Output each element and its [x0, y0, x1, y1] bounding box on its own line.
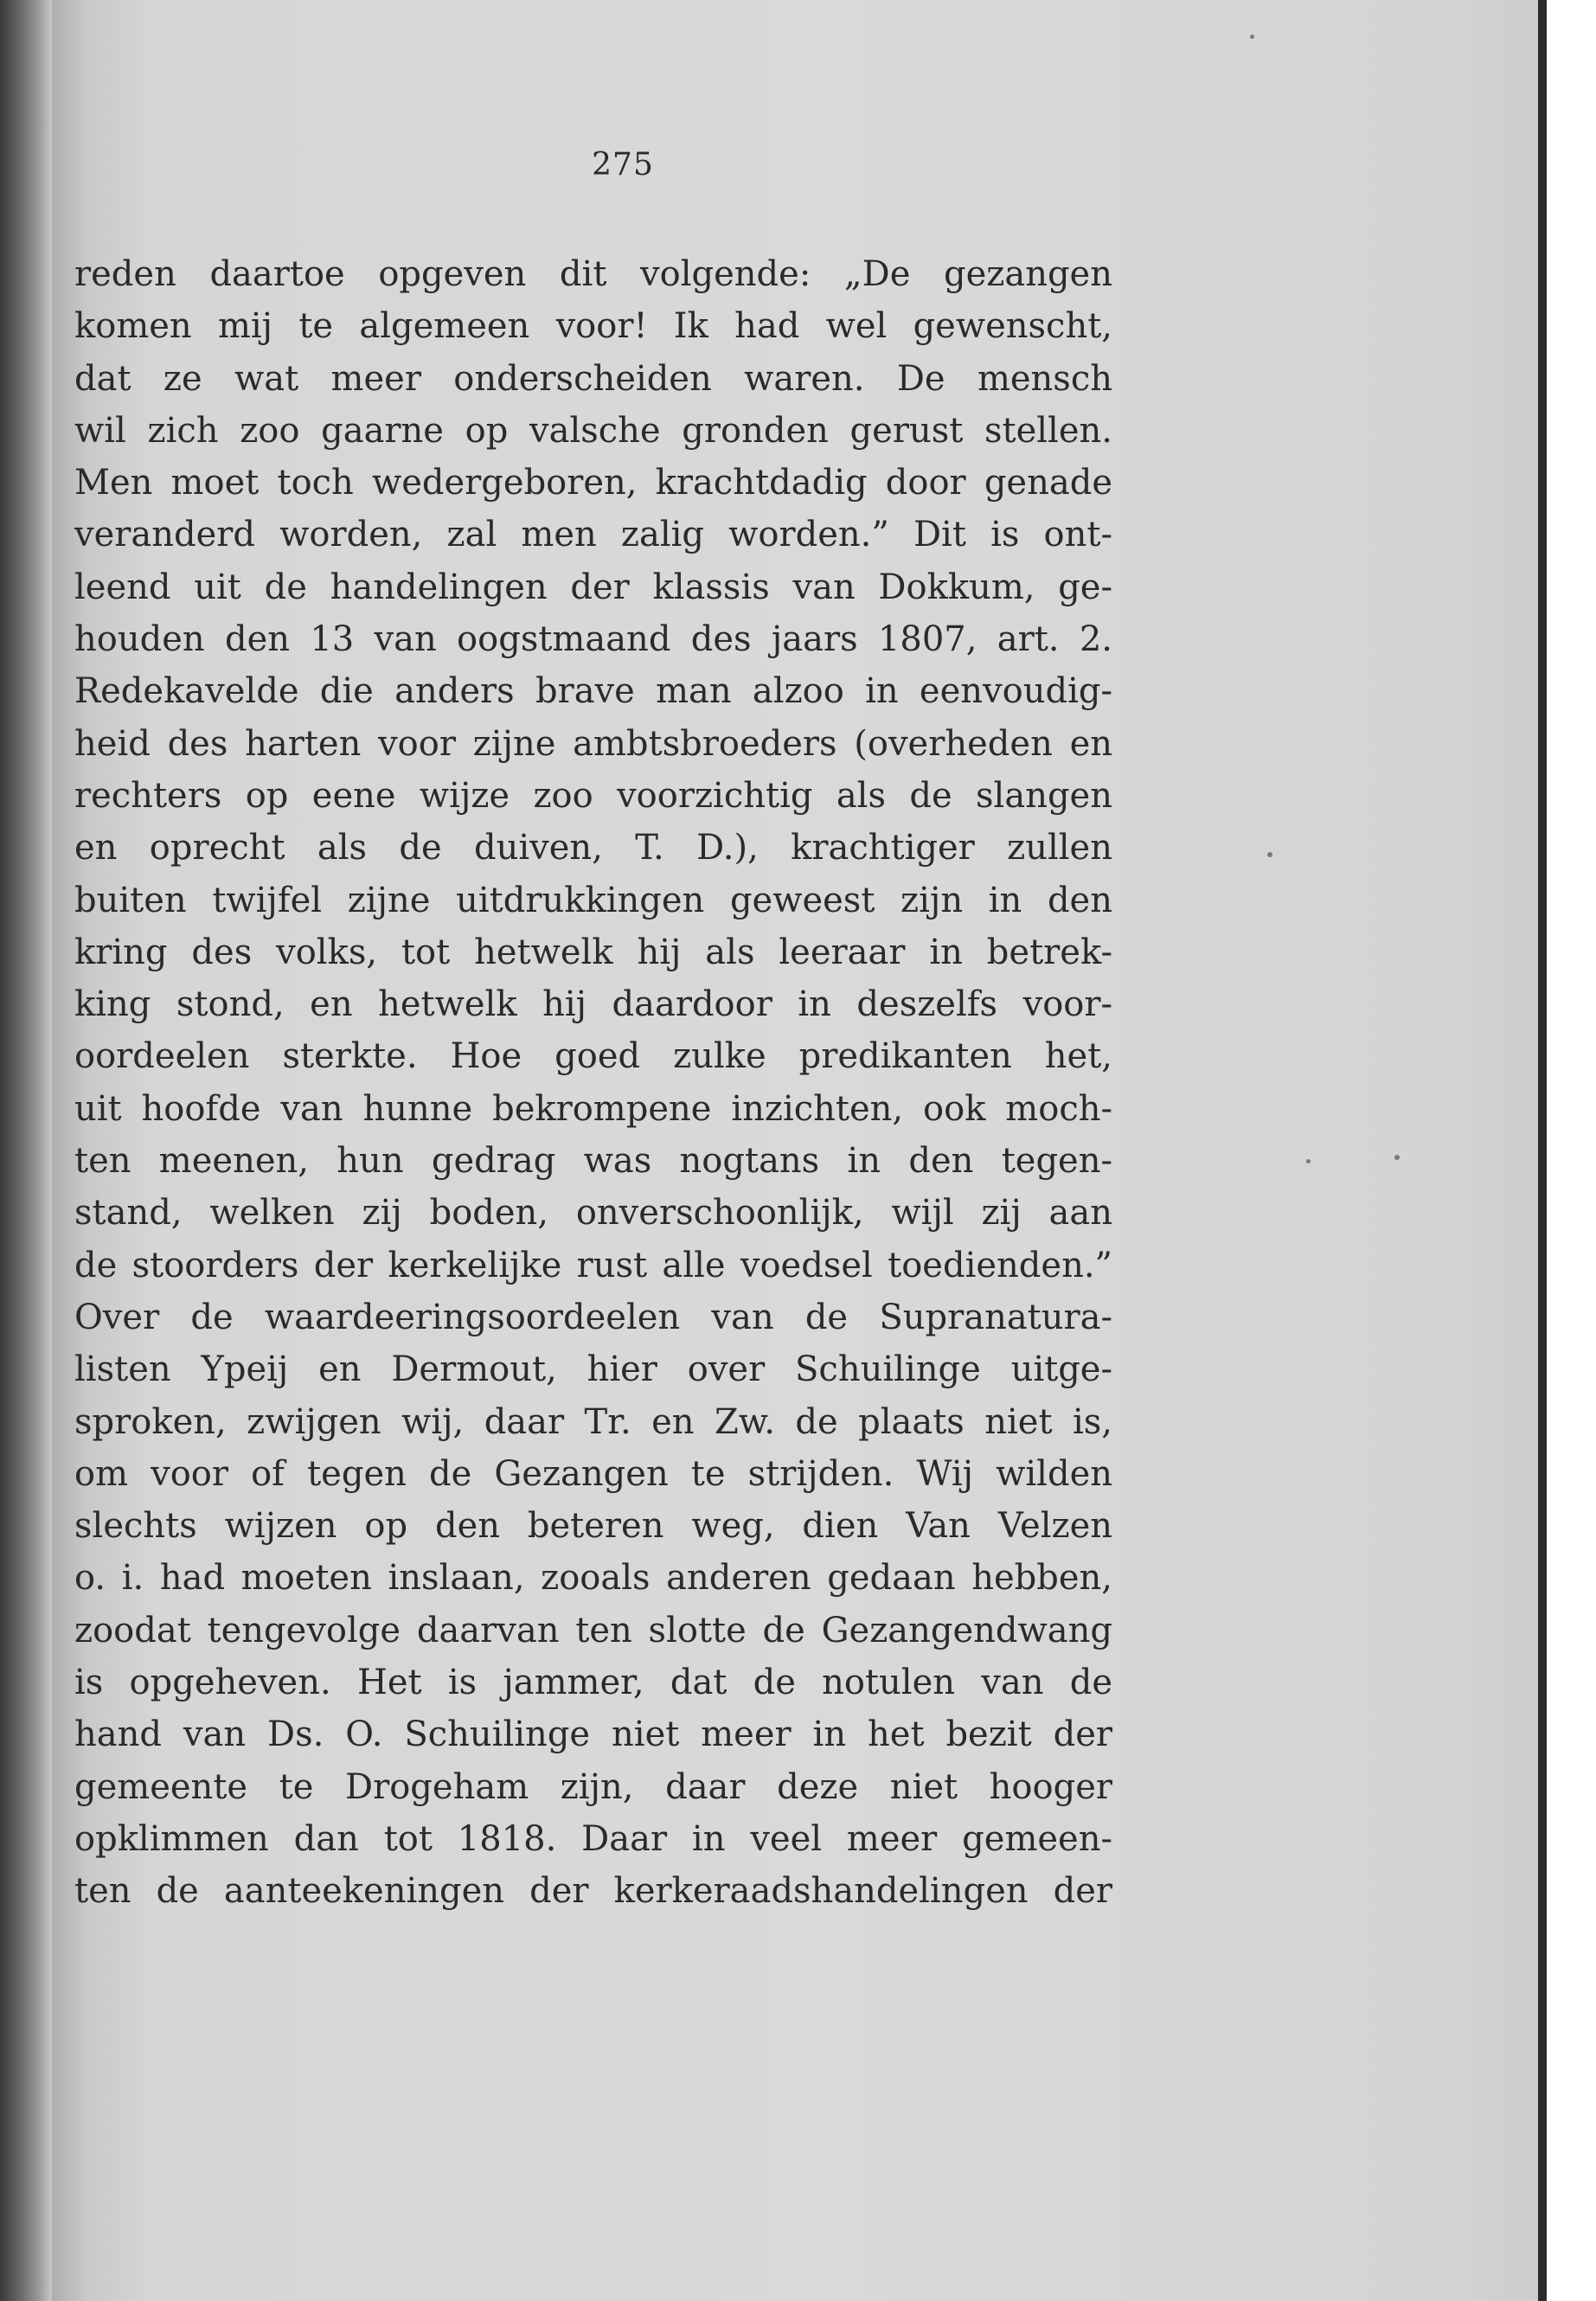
text-line: uit hoofde van hunne bekrompene inzichten, ook moch- — [74, 1088, 1112, 1129]
page-number: 275 — [592, 147, 654, 183]
text-line: gemeente te Drogeham zijn, daar deze niet hooger — [74, 1766, 1112, 1807]
text-line: rechters op eene wijze zoo voorzichtig als de slangen — [74, 775, 1112, 816]
text-line: buiten twijfel zijne uitdrukkingen geweest zijn in den — [74, 880, 1112, 920]
text-line: Over de waardeeringsoordeelen van de Supranatura- — [74, 1297, 1112, 1337]
text-line: zoodat tengevolge daarvan ten slotte de Gezangendwang — [74, 1610, 1112, 1650]
text-line: slechts wijzen op den beteren weg, dien Van Velzen — [74, 1506, 1112, 1547]
text-line: om voor of tegen de Gezangen te strijden. Wij wilden — [74, 1453, 1112, 1494]
text-line: o. i. had moeten inslaan, zooals anderen gedaan hebben, — [74, 1558, 1112, 1599]
text-line: komen mij te algemeen voor! Ik had wel gewenscht, — [74, 306, 1112, 347]
text-line: dat ze wat meer onderscheiden waren. De mensch — [74, 358, 1112, 399]
text-line: is opgeheven. Het is jammer, dat de notulen van de — [74, 1663, 1112, 1703]
text-line: de stoorders der kerkelijke rust alle voedsel toedienden.” — [74, 1245, 1112, 1285]
body-text — [74, 248, 1112, 1918]
text-line: sproken, zwijgen wij, daar Tr. en Zw. de plaats niet is, — [74, 1401, 1112, 1442]
text-line: Men moet toch wedergeboren, krachtdadig door genade — [74, 463, 1112, 503]
book-spine-shadow — [0, 0, 52, 2301]
text-line: ten meenen, hun gedrag was nogtans in den tegen- — [74, 1141, 1112, 1182]
text-line: Redekavelde die anders brave man alzoo in eenvoudig- — [74, 671, 1112, 712]
text-line: stand, welken zij boden, onverschoonlijk, wijl zij aan — [74, 1193, 1112, 1234]
text-line: opklimmen dan tot 1818. Daar in veel meer gemeen- — [74, 1818, 1112, 1859]
text-line: wil zich zoo gaarne op valsche gronden gerust stellen. — [74, 410, 1112, 451]
text-line: reden daartoe opgeven dit volgende: „De gezangen — [74, 254, 1112, 294]
text-line: veranderd worden, zal men zalig worden.” Dit is ont- — [74, 515, 1112, 555]
page-edge — [1538, 0, 1547, 2301]
text-line: listen Ypeij en Dermout, hier over Schuilinge uitge- — [74, 1349, 1112, 1390]
text-line: houden den 13 van oogstmaand des jaars 1807, art. 2. — [74, 619, 1112, 660]
text-line: ten de aanteekeningen der kerkeraadshandelingen der — [74, 1871, 1112, 1912]
text-line: leend uit de handelingen der klassis van Dokkum, ge- — [74, 567, 1112, 607]
text-line: heid des harten voor zijne ambtsbroeders (overheden en — [74, 723, 1112, 764]
text-line: king stond, en hetwelk hij daardoor in deszelfs voor- — [74, 984, 1112, 1025]
scan-background — [1547, 0, 1596, 2301]
text-line: hand van Ds. O. Schuilinge niet meer in het bezit der — [74, 1715, 1112, 1755]
text-line: oordeelen sterkte. Hoe goed zulke predikanten het, — [74, 1036, 1112, 1077]
text-line: kring des volks, tot hetwelk hij als leeraar in betrek- — [74, 932, 1112, 972]
text-line: en oprecht als de duiven, T. D.), krachtiger zullen — [74, 828, 1112, 868]
